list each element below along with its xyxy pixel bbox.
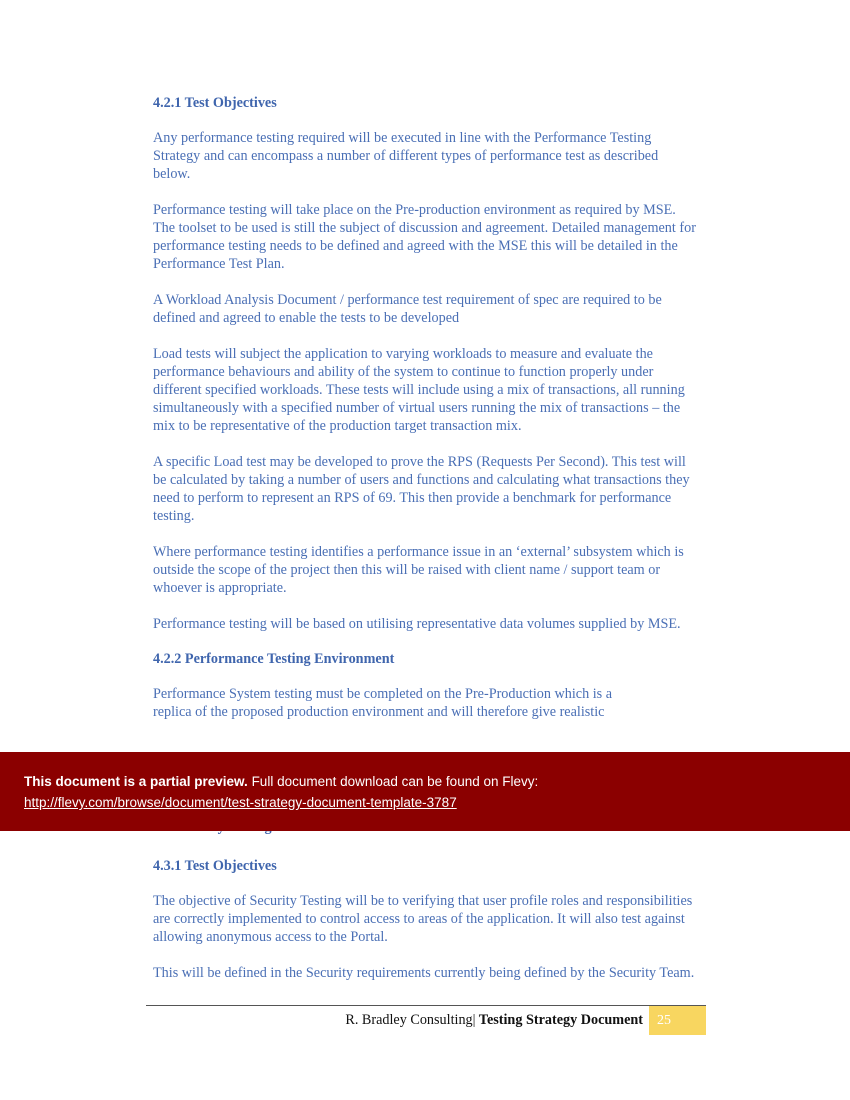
paragraph: This will be defined in the Security requirements currently being defined by the Security Team.: [153, 965, 695, 981]
heading-4-2-2: 4.2.2 Performance Testing Environment: [153, 651, 395, 667]
paragraph: Load tests will subject the application to varying workloads to measure and evaluate the performance behaviours and ability of the system to continue to function properly under different specified workloads. These tests will include using a mix of transactions, all running simultaneously with a specified number of virtual users running the mix of transactions – the mix to be representative of the production target transaction mix.: [153, 346, 685, 434]
paragraph: The objective of Security Testing will be to verifying that user profile roles and responsibilities are correctly implemented to control access to areas of the application. It will also test against allowing anonymous access to the Portal.: [153, 893, 693, 945]
paragraph: A specific Load test may be developed to prove the RPS (Requests Per Second). This test will be calculated by taking a number of users and functions and calculating what transactions they need to perform to represent an RPS of 69. This then provide a benchmark for performance testing.: [153, 454, 690, 524]
footer-company: R. Bradley Consulting|: [345, 1012, 476, 1028]
paragraph: Where performance testing identifies a performance issue in an ‘external’ subsystem which is outside the scope of the project then this will be raised with client name / support team or whoever is appropriate.: [153, 544, 684, 596]
page-number: 25: [649, 1006, 706, 1035]
page-footer: [146, 1006, 706, 1035]
download-link[interactable]: http://flevy.com/browse/document/test-strategy-document-template-3787: [24, 795, 457, 810]
paragraph: Performance testing will be based on utilising representative data volumes supplied by MSE.: [153, 616, 681, 632]
preview-banner: [0, 752, 850, 831]
footer-doc-title: Testing Strategy Document: [475, 1012, 643, 1028]
heading-4-2-1: 4.2.1 Test Objectives: [153, 95, 277, 111]
paragraph: A Workload Analysis Document / performance test requirement of spec are required to be defined and agreed to enable the tests to be developed: [153, 292, 662, 326]
paragraph: Performance testing will take place on the Pre-production environment as required by MSE. The toolset to be used is still the subject of discussion and agreement. Detailed management for performance testing needs to be defined and agreed with the MSE this will be detailed in the Performance Test Plan.: [153, 202, 696, 272]
section-4-2-1: [153, 94, 698, 721]
paragraph: Any performance testing required will be executed in line with the Performance Testing Strategy and can encompass a number of different types of performance test as described below.: [153, 130, 659, 182]
heading-4-3-1: 4.3.1 Test Objectives: [153, 858, 277, 874]
banner-bold-text: This document is a partial preview.: [24, 774, 248, 789]
banner-text: Full document download can be found on Flevy:: [247, 774, 539, 789]
banner-message: [24, 774, 538, 789]
section-4-3-1: [153, 857, 698, 982]
footer-text: [345, 1011, 643, 1029]
paragraph: Performance System testing must be completed on the Pre-Production which is a: [153, 686, 613, 702]
paragraph-cut: replica of the proposed production environment and will therefore give realistic: [153, 704, 605, 720]
